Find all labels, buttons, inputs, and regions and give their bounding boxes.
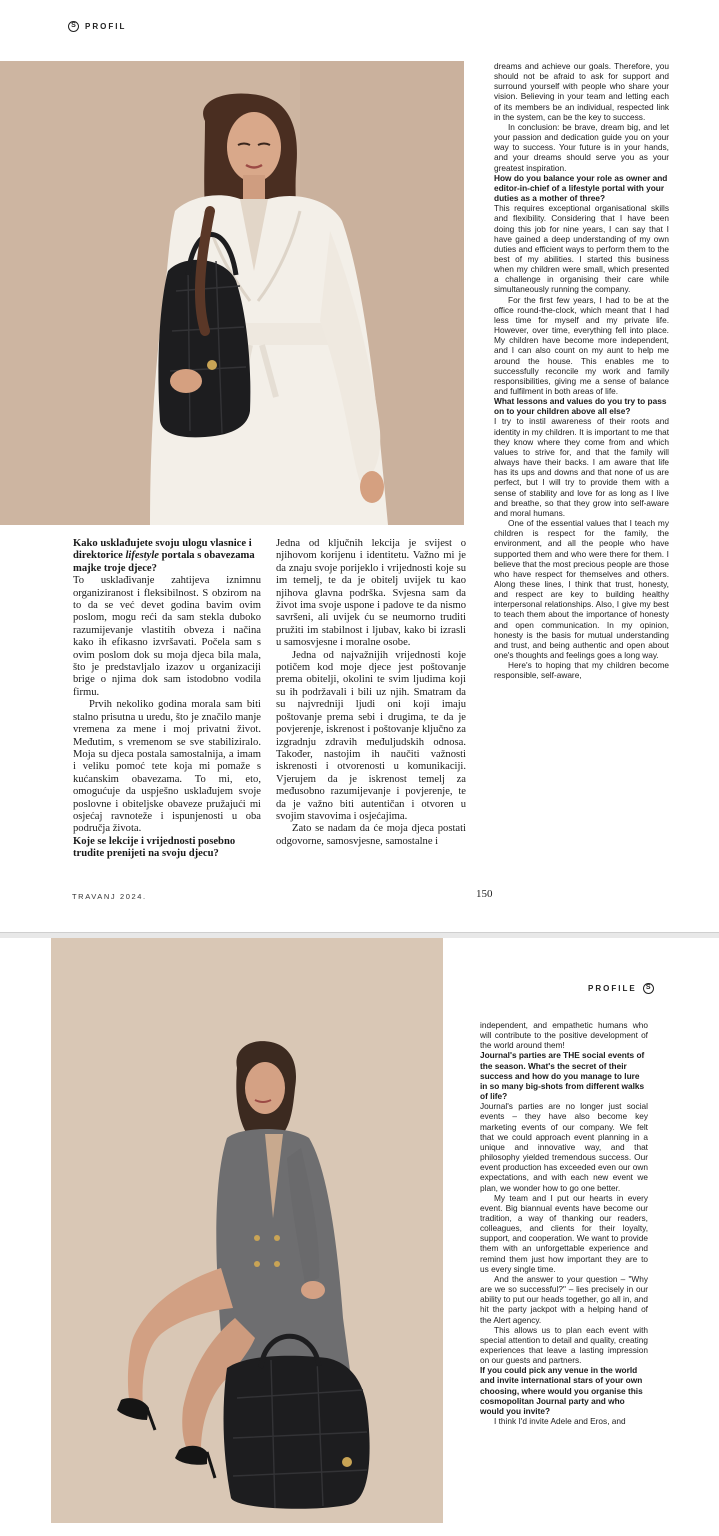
question-heading: Koje se lekcije i vrijednosti posebno trudite prenijeti na svoju djecu? (73, 835, 236, 860)
portrait-illustration (0, 61, 464, 525)
issue-footer: TRAVANJ 2024. (72, 892, 147, 901)
paragraph: This allows us to plan each event with special attention to detail and quality, creating experiences that leave a lasting impression on our guests and partners. (480, 1324, 648, 1366)
paragraph: Zato se nadam da će moja djeca postati odgovorne, samosvjesne, samostalne i (276, 823, 466, 847)
section-header (588, 983, 654, 994)
paragraph: In conclusion: be brave, dream big, and let your passion and dedication guide you on your way to success. Your future is in your hands, and your dreams should serve you as your greatest inspiration. (494, 121, 669, 173)
paragraph: Journal's parties are no longer just social events – they have also become key marketing events of our company. We felt that we could approach event planning in a unique and innovative way, and that philosophy yielded tremendous success. Our event production has exceeded even our own expectations, and with each new event we plan, we wonder how to go one better. (480, 1101, 648, 1193)
section-label: PROFIL (85, 22, 127, 31)
croatian-column-left (73, 538, 261, 861)
paragraph: To usklađivanje zahtijeva iznimnu organiziranost i fleksibilnost. S obzirom na to da se već devet godina bavim ovim poslom, mogu reći da sam stekla duboko razumijevanje vlastitih obveza i načina kako ih efikasno izvršavati. Počela sam s ovim poslom dok su moja djeca bila mala, što je predstavljalo izazov u organizaciji brige o njima dok sam istodobno vodila firmu. (73, 575, 261, 698)
paragraph: And the answer to your question – "Why are we so successful?" – lies precisely in our ability to put our heads together, go all in, and hit the party jackpot with a helping hand of the Alert agency. (480, 1273, 648, 1325)
portrait-illustration (51, 938, 443, 1523)
s-circle-icon: S (68, 21, 79, 32)
section-header (68, 21, 126, 32)
question-heading: Kako usklađujete svoju ulogu vlasnice i direktorice lifestyle portala s obavezama majke troje djece? (73, 538, 255, 574)
question-heading: What lessons and values do you try to pass on to your children above all else? (494, 396, 667, 417)
croatian-column-middle (276, 538, 466, 848)
paragraph: For the first few years, I had to be at the office round-the-clock, which meant that I had less time for myself and my private life. However, over time, everything fell into place. My children have become more independent, and I can also count on my aunt to help me around the house. This enables me to successfully reconcile my work and family responsibilities, giving me a sense of balance and fulfilment in both areas of life. (494, 294, 669, 396)
paragraph: One of the essential values that I teach my children is respect for the family, the environment, and all the people who have supported them and who were there for them. I believe that the most precious people are those who have respect for themselves and others. Along these lines, I think that trust, honesty, and respect are key to building healthy interpersonal relationships. Also, I give my best to teach them about the importance of honesty and open communication. In my opinion, honesty is the basis for mutual understanding and trust, and being authentic and open about one's thoughts and feelings goes a long way. (494, 518, 669, 661)
question-heading: How do you balance your role as owner and editor-in-chief of a lifestyle portal with your duties as a mother of three? (494, 172, 668, 204)
italic-word: lifestyle (125, 550, 159, 562)
portrait-photo-grey-blazer (51, 938, 443, 1523)
paragraph: Prvih nekoliko godina morala sam biti stalno prisutna u uredu, što je značilo manje vremena za mene i moj privatni život. Međutim, s vremenom se sve stabiliziralo. Moja su djeca postala samostalnija, a imam i veliku pomoć tete koja mi pomaže s kućanskim obavezama. To mi, eto, omogućuje da uspješno usklađujem svoje poslovne i obiteljske obaveze pružajući mi osjećaj ravnoteže i ispunjenosti u oba područja života. (73, 699, 261, 835)
paragraph: Here's to hoping that my children become responsible, self-aware, (494, 660, 669, 681)
page-number: 150 (476, 888, 493, 900)
section-label: PROFILE (588, 984, 637, 993)
paragraph: dreams and achieve our goals. Therefore, you should not be afraid to ask for support and surround yourself with people who share your vision. Believing in your team and letting each of its members be an individual, respected link in the system, can be the key to success. (494, 61, 669, 122)
paragraph: Jedna od najvažnijih vrijednosti koje potičem kod moje djece jest poštovanje prema obitelji, okolini te svim ljudima koji su ih podržavali i bili uz njih. Smatram da su najvredniji ljudi oni koji imaju poštovanje prema sebi i drugima, te da je povjerenje, iskrenost i poštovanje ključno za izgradnju zdravih međuljudskih odnosa. Također, nastojim ih naučiti važnosti iskrenosti i otvorenosti u komunikaciji. Vjerujem da je iskrenost temelj za međusobno razumijevanje i povjerenje, te da je važno biti autentičan i otvoren u svojim stavovima i osjećajima. (276, 649, 466, 822)
english-column-page2 (480, 1020, 648, 1536)
magazine-page-151 (0, 938, 719, 1536)
portrait-photo-white-coat (0, 61, 464, 525)
question-heading: Journal's parties are THE social events of the season. What's the secret of their success and how do you manage to lure in so many big-shots from different walks of life? (480, 1050, 645, 1102)
paragraph: independent, and empathetic humans who will contribute to the positive development of the world around them! (480, 1020, 648, 1051)
paragraph: My team and I put our hearts in every event. Big biannual events have become our tradition, a way of thanking our readers, colleagues, and clients for their loyalty, support, and cooperation. We want to provide them with an unforgettable experience and remind them just how important they are to us every single time. (480, 1192, 648, 1274)
s-circle-icon: S (643, 983, 654, 994)
paragraph: I try to instil awareness of their roots and identity in my children. It is important to me that they know where they come from and which values to strive for, and that the family will always have their backs. I am aware that life has its ups and downs and that none of us are perfect, but I will try to provide them with a sense of stability and love for as long as I live and breathe, so that they grow into self-aware and moral humans. (494, 416, 669, 518)
question-heading: If you could pick any venue in the world and invite international stars of your own choosing, where would you organise this cosmopolitan Journal party and who would you invite? (480, 1365, 643, 1416)
english-column-right (494, 61, 669, 681)
paragraph: I think I'd invite Adele and Eros, and (494, 1416, 626, 1427)
paragraph: Jedna od ključnih lekcija je svijest o njihovom korijenu i identitetu. Važno mi je da znaju svoje porijeklo i vrijednosti koje su im temelj, te da je obitelj uvijek tu kao njihova glavna podrška. Svjesna sam da život ima svoje uspone i padove te da nismo savršeni, ali uvijek ću se neumorno truditi pružiti im stabilnost i ljubav, kako bi izrasli u samosvjesne i moralne osobe. (276, 538, 466, 649)
paragraph: This requires exceptional organisational skills and flexibility. Considering that I have been doing this job for nine years, I can say that I have gained a deep understanding of my own duties and efficient ways to perform them to the best of my abilities. I started this business when my children were small, which presented a challenge in organising their care while simultaneously running the company. (494, 203, 669, 295)
